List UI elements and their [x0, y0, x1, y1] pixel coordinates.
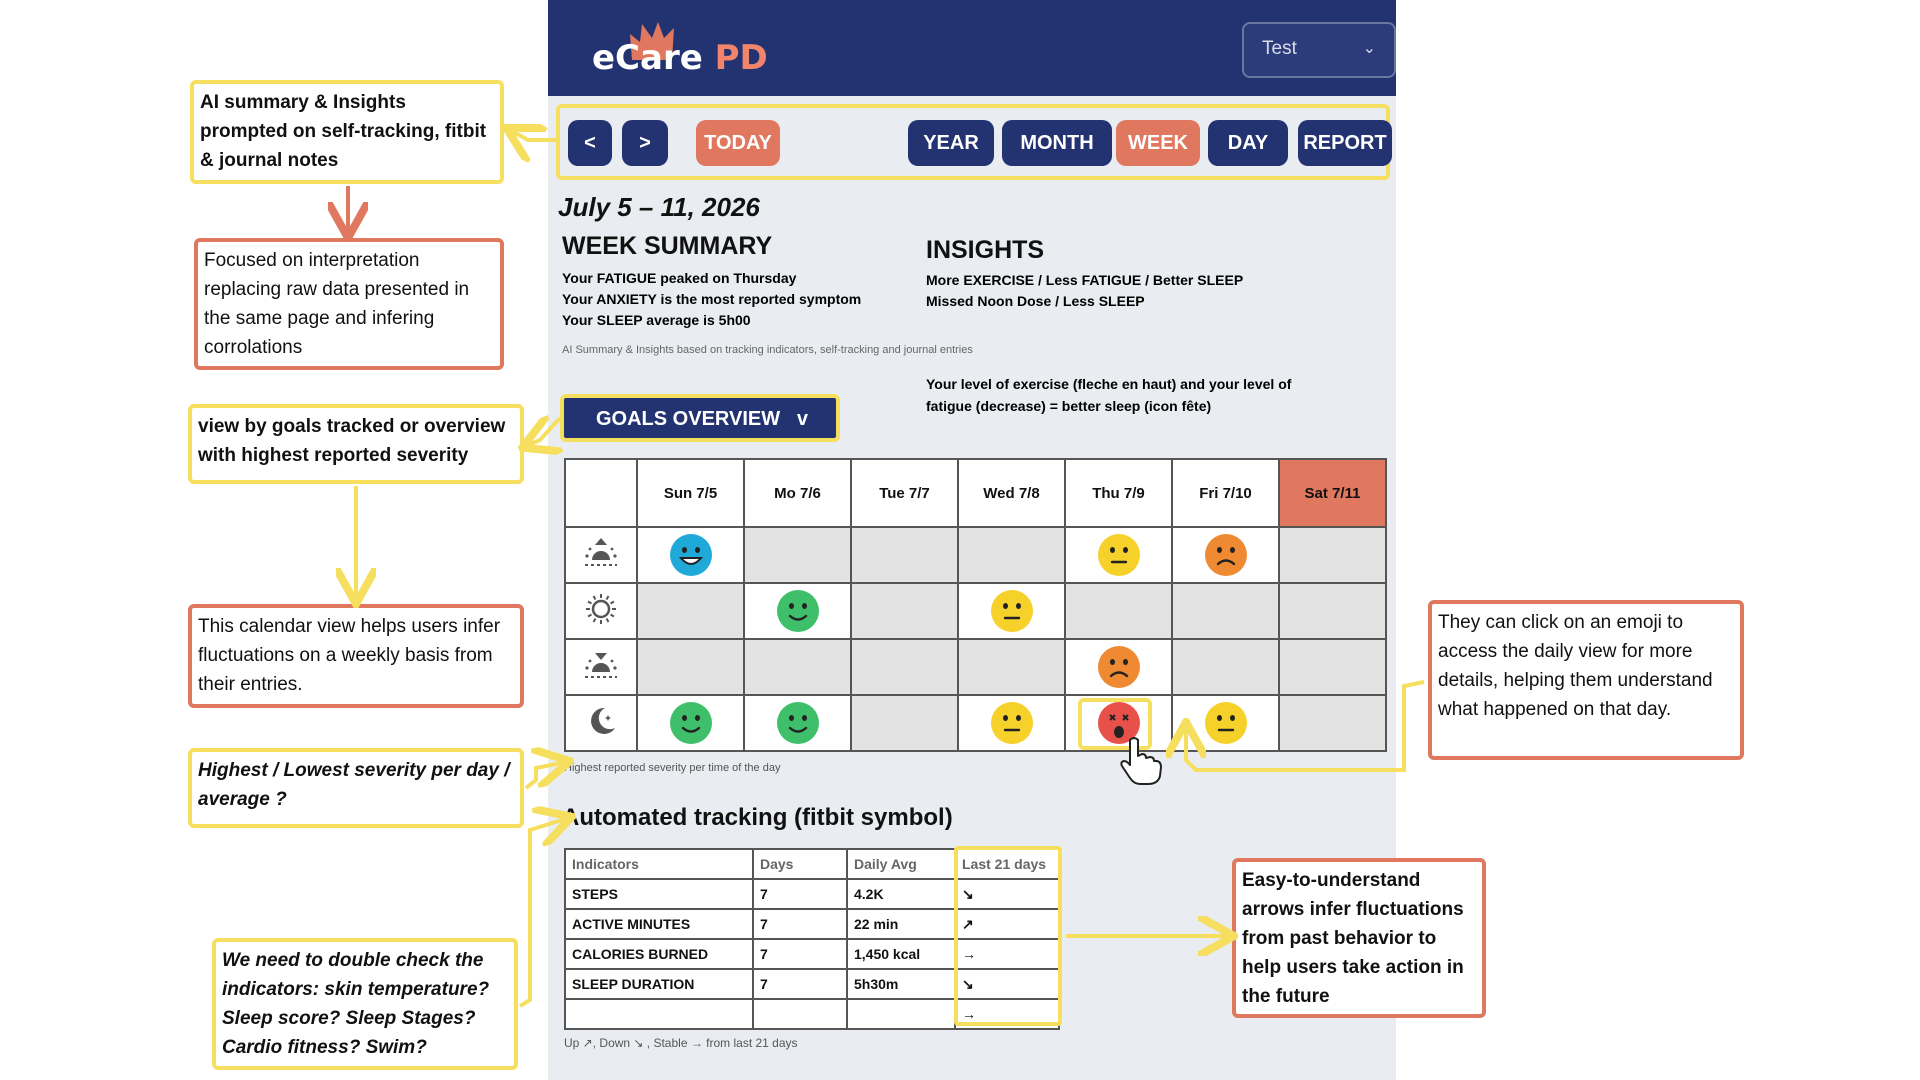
column-header: Last 21 days — [955, 849, 1059, 879]
report-button[interactable]: REPORT — [1298, 120, 1392, 166]
week-summary-title: WEEK SUMMARY — [562, 232, 773, 260]
user-select-value: Test — [1262, 38, 1297, 59]
chevron-down-icon: ⌄ — [1362, 40, 1376, 57]
next-button[interactable]: > — [622, 120, 668, 166]
summary-line: Your SLEEP average is 5h00 — [562, 312, 751, 328]
column-header: Days — [753, 849, 847, 879]
day-header[interactable]: Sun 7/5 — [637, 459, 744, 527]
trend-arrow-cell: → — [955, 999, 1059, 1029]
table-cell: 7 — [753, 969, 847, 999]
column-header: Indicators — [565, 849, 753, 879]
day-header[interactable]: Wed 7/8 — [958, 459, 1065, 527]
annotation-emoji-click: They can click on an emoji to access the daily view for more details, helping them understand what happened on that day. — [1428, 600, 1744, 760]
day-header[interactable]: Sat 7/11 — [1279, 459, 1386, 527]
logo-suffix: PD — [714, 38, 768, 78]
summary-line: Your FATIGUE peaked on Thursday — [562, 270, 797, 286]
insights-title: INSIGHTS — [926, 236, 1045, 264]
day-header[interactable]: Fri 7/10 — [1172, 459, 1279, 527]
table-cell: 7 — [753, 909, 847, 939]
ai-summary-note: AI Summary & Insights based on tracking indicators, self-tracking and journal entries — [562, 344, 973, 356]
insight-line: Missed Noon Dose / Less SLEEP — [926, 293, 1145, 309]
automated-tracking-title: Automated tracking (fitbit symbol) — [562, 804, 953, 831]
table-cell: 7 — [753, 879, 847, 909]
annotation-calendar-view: This calendar view helps users infer fluctuations on a weekly basis from their entries. — [188, 604, 524, 708]
trend-arrow-cell: ↘ — [955, 879, 1059, 909]
week-button[interactable]: WEEK — [1116, 120, 1200, 166]
day-header[interactable]: Tue 7/7 — [851, 459, 958, 527]
prev-button[interactable]: < — [568, 120, 612, 166]
table-cell: 22 min — [847, 909, 955, 939]
table-cell: 1,450 kcal — [847, 939, 955, 969]
trend-arrow-cell: ↘ — [955, 969, 1059, 999]
date-range: July 5 – 11, 2026 — [558, 192, 760, 222]
trend-arrow-cell: → — [955, 939, 1059, 969]
annotation-severity: Highest / Lowest severity per day / average ? — [188, 748, 524, 828]
table-cell: SLEEP DURATION — [565, 969, 753, 999]
insight-line: More EXERCISE / Less FATIGUE / Better SLEEP — [926, 272, 1244, 288]
annotation-indicators-check: We need to double check the indicators: skin temperature? Sleep score? Sleep Stages? Cardio fitness? Swim? — [212, 938, 518, 1070]
logo-main: eCare — [592, 38, 703, 78]
trend-arrow-cell: ↗ — [955, 909, 1059, 939]
column-header: Daily Avg — [847, 849, 955, 879]
summary-line: Your ANXIETY is the most reported symptom — [562, 291, 862, 307]
table-cell: ACTIVE MINUTES — [565, 909, 753, 939]
exercise-note-line: fatigue (decrease) = better sleep (icon fête) — [926, 398, 1212, 414]
month-button[interactable]: MONTH — [1002, 120, 1112, 166]
annotation-interpretation: Focused on interpretation replacing raw data presented in the same page and infering corrolations — [194, 238, 504, 370]
calendar-note: Highest reported severity per time of the day — [564, 762, 781, 774]
annotation-arrows: Easy-to-understand arrows infer fluctuations from past behavior to help users take action in the future — [1232, 858, 1486, 1018]
day-button[interactable]: DAY — [1208, 120, 1288, 166]
year-button[interactable]: YEAR — [908, 120, 994, 166]
table-cell: CALORIES BURNED — [565, 939, 753, 969]
table-cell: 5h30m — [847, 969, 955, 999]
table-cell: 7 — [753, 939, 847, 969]
annotation-goals-view: view by goals tracked or overview with highest reported severity — [188, 404, 524, 484]
day-header[interactable]: Thu 7/9 — [1065, 459, 1172, 527]
day-header[interactable]: Mo 7/6 — [744, 459, 851, 527]
exercise-note-line: Your level of exercise (fleche en haut) and your level of — [926, 376, 1292, 392]
trend-legend: Up ↗, Down ↘ , Stable → from last 21 days — [564, 1036, 798, 1050]
chevron-down-icon: v — [796, 408, 808, 430]
table-cell: 4.2K — [847, 879, 955, 909]
today-button[interactable]: TODAY — [696, 120, 780, 166]
goals-overview-label: GOALS OVERVIEW — [596, 408, 781, 430]
table-cell: STEPS — [565, 879, 753, 909]
annotation-ai-summary: AI summary & Insights prompted on self-tracking, fitbit & journal notes — [190, 80, 504, 184]
